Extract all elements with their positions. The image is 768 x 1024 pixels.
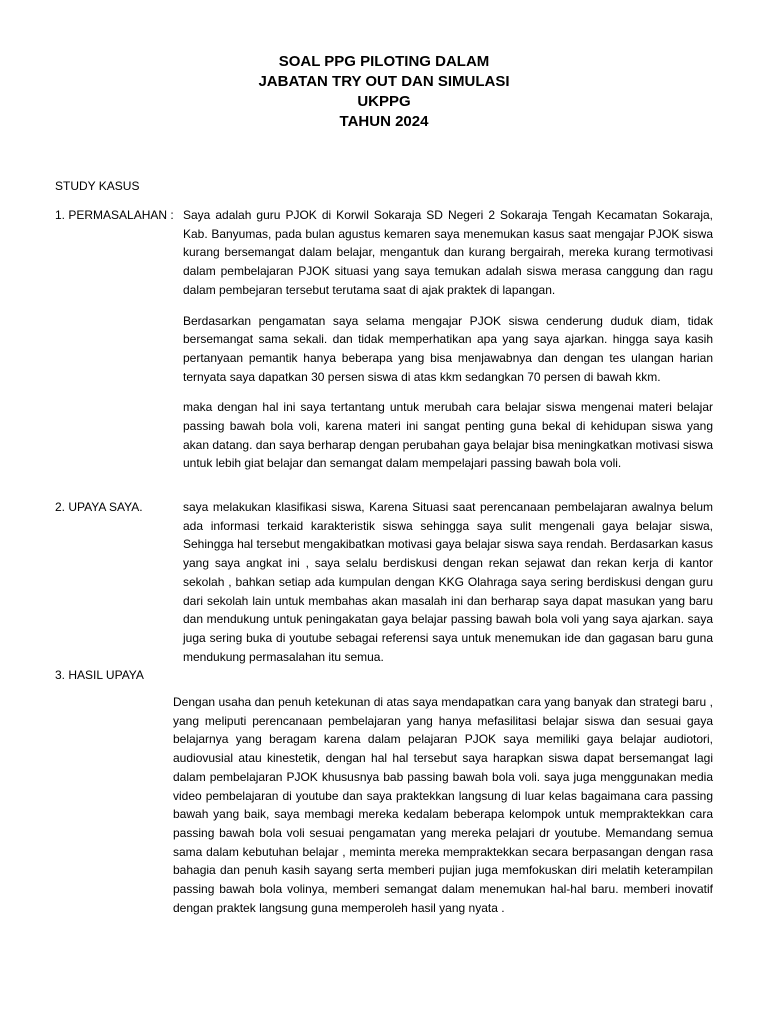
section-1-paragraph-2: Berdasarkan pengamatan saya selama mengajar PJOK siswa cenderung duduk diam, tidak bersemangat sama sekali. dan tidak memperhatikan apa yang saya ajarkan. hingga saya kasih pertanyaan pemantik hanya beberapa yang bisa menjawabnya dan dengan tes ulangan harian ternyata saya dapatkan 30 persen siswa di atas kkm sedangkan 70 persen di bawah kkm. [183,313,713,384]
section-1-body [183,206,713,485]
section-1-paragraph-3: maka dengan hal ini saya tertantang untuk merubah cara belajar siswa mengenai materi belajar passing bawah bola voli, karena materi ini sangat penting guna bekal di kehidupan siswa yang akan datang. dan saya berharap dengan perubahan gaya belajar bisa meningkatkan motivasi siswa untuk lebih giat belajar dan semangat dalam mempelajari passing bawah bola voli. [183,400,713,471]
section-2-paragraph: saya melakukan klasifikasi siswa, Karena Situasi saat perencanaan pembelajaran awalnya belum ada informasi terkaid karakteristik siswa sehingga saya sulit mengenali gaya belajar siswa, Sehingga hal tersebut mengakibatkan motivasi gaya belajar siswa saya rendah. Berdasarkan kasus yang saya angkat ini , saya selalu berdiskusi dengan rekan sejawat dan rekan kerja di kantor sekolah , bahkan setiap ada kumpulan dengan KKG Olahraga saya sering berdiskusi dengan guru dari sekolah lain untuk membahas akan masalah ini dan berharap saya dapat masukan yang baru dan mendukung untuk peningakatan gaya belajar passing bawah bola voli yang saya ajarkan. saya juga sering buka di youtube sebagai referensi saya untuk menemukan ide dan gagasan baru guna mendukung permasalahan itu semua. [183,500,713,664]
section-3-paragraph: Dengan usaha dan penuh ketekunan di atas saya mendapatkan cara yang banyak dan strategi baru , yang meliputi perencanaan pembelajaran yang hanya mefasilitasi belajar siswa dan sesuai gaya belajarnya yang beragam karena dalam pelajaran PJOK saya memiliki gaya belajar audiotori, audiovusial atau kinestetik, dengan hal hal tersebut saya harapkan siswa dapat bersemangat lagi dalam pembelajaran PJOK khususnya bab passing bawah bola voli. saya juga menggunakan media video pembelajaran di youtube dan saya praktekkan langsung di luar kelas bagaimana cara passing bawah yang baik, saya membagi mereka kedalam beberapa kelompok untuk mempraktekkan cara passing bawah bola voli sesuai pengamatan yang mereka pelajari dr youtube. Memandang semua sama dalam kebutuhan belajar , meminta mereka mempraktekkan secara berpasangan dengan rasa bahagia dan penuh kasih sayang serta memberi pujian juga memfokuskan diri melatih keterampilan passing bawah bola volinya, memberi semangat dalam menemukan hal-hal baru. memberi inovatif dengan praktek langsung guna memperoleh hasil yang nyata . [173,695,713,915]
section-3-body [173,693,713,929]
section-1-paragraph-1: Saya adalah guru PJOK di Korwil Sokaraja SD Negeri 2 Sokaraja Tengah Kecamatan Sokaraja, Kab. Banyumas, pada bulan agustus kemaren saya menemukan kasus saat mengajar PJOK siswa kurang bersemangat dalam belajar, mengantuk dan kurang bergairah, mereka kurang termotivasi dalam pembelajaran PJOK situasi yang saya temukan adalah siswa merasa canggung dan ragu dalam pembejaran tersebut terutama saat di ajak praktek di lapangan. [183,208,713,297]
title-line-1: SOAL PPG PILOTING DALAM [278,53,490,70]
document-title [0,52,768,132]
section-2-body [183,498,713,678]
section-3-label: 3. HASIL UPAYA [55,668,144,682]
title-line-2: JABATAN TRY OUT DAN SIMULASI [258,73,510,90]
title-line-4: TAHUN 2024 [339,113,429,130]
title-line-3: UKPPG [357,93,411,110]
section-2-label: 2. UPAYA SAYA. [55,500,143,514]
study-heading: STUDY KASUS [55,179,140,193]
section-1-label: 1. PERMASALAHAN : [55,208,174,222]
